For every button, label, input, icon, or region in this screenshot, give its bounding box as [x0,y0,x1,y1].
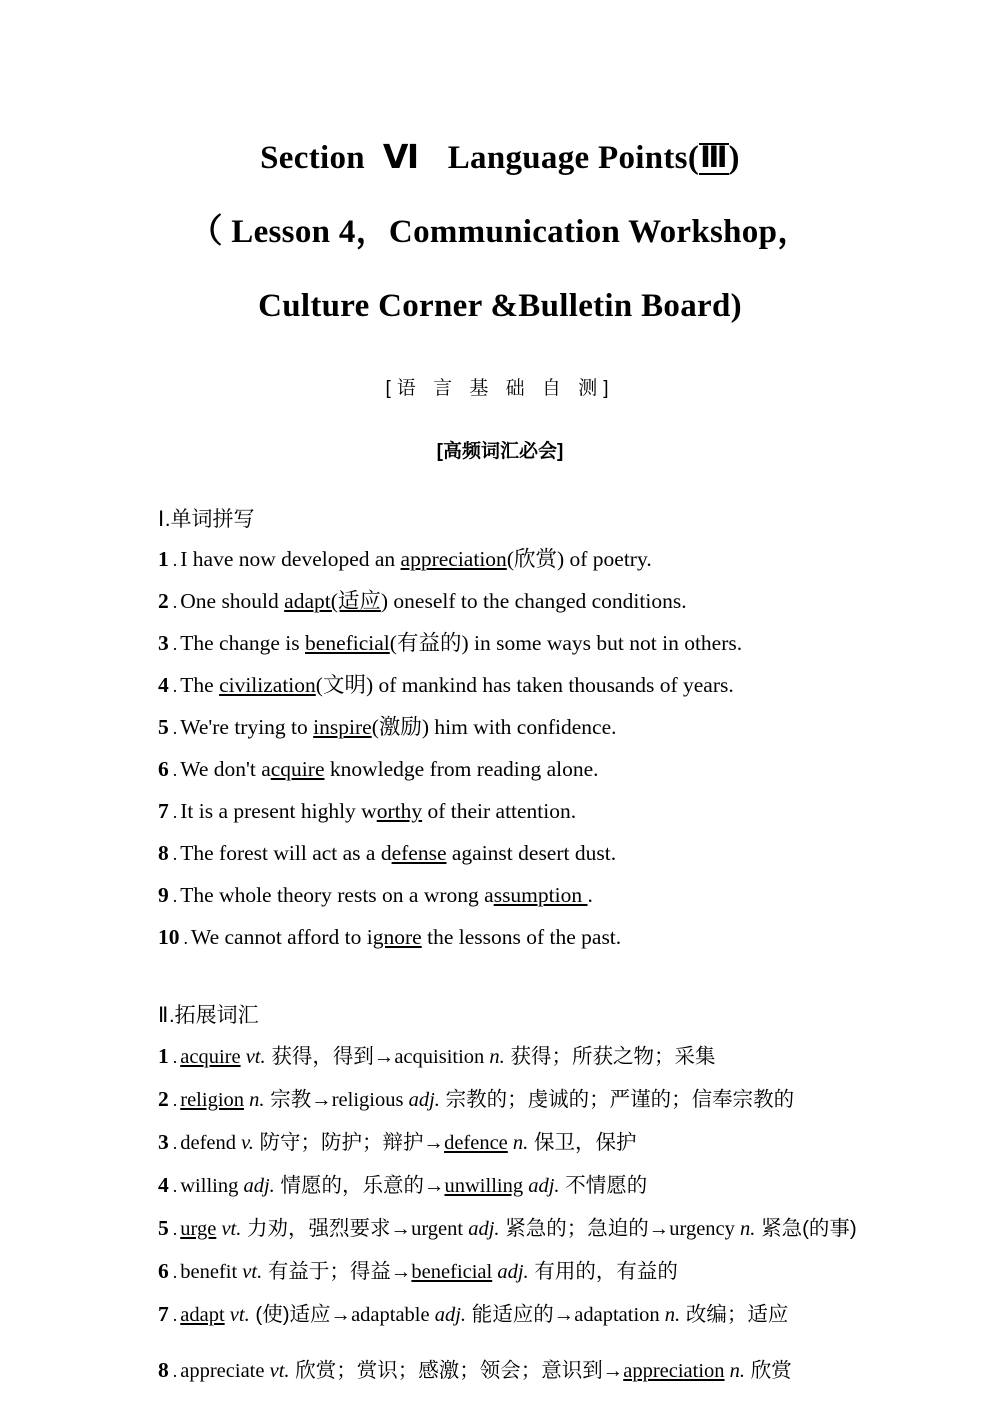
list-item [158,1349,1000,1392]
item-answer: beneficial [305,631,390,655]
item-headword: adapt [180,1304,225,1326]
item-dot: . [172,1090,178,1110]
item-pre: We cannot afford to i [191,925,373,949]
item-post: . [587,883,593,907]
item-index: 10 [158,925,180,949]
item-index: 5 [158,1216,169,1240]
item-index: 4 [158,673,169,697]
section-heading-1 [158,503,1000,533]
item-pre: The [180,673,220,697]
item-answer: inspire [313,715,372,739]
item-headword-plain: defend [180,1132,237,1154]
item-post: of their attention. [422,799,577,823]
item-pos-1: vt. [269,1360,290,1382]
item-post: knowledge from reading alone. [324,757,599,781]
list-item [158,791,1000,833]
item-tail: 欣赏 [745,1359,792,1382]
item-dot: . [172,676,178,696]
item-pos-2: n. [512,1132,529,1154]
item-headword: urge [180,1218,217,1240]
item-extra-tail: 紧急(的事) [755,1217,857,1240]
item-answer: efense [391,841,447,865]
item-dot: . [172,1262,178,1282]
item-post: (欣赏) of poetry. [506,547,652,571]
list-item [158,1207,1000,1250]
section-1-heading-text: .单词拼写 [164,508,255,531]
item-dot: . [172,886,178,906]
item-mid: 有益于；得益→ [262,1260,412,1283]
list-item [158,917,1000,959]
item-pos-1: n. [249,1089,265,1111]
item-pos-1: vt. [229,1304,250,1326]
item-tail: 宗教的；虔诚的；严谨的；信奉宗教的 [439,1088,795,1111]
item-index: 9 [158,883,169,907]
item-dot: . [172,634,178,654]
item-index: 2 [158,589,169,613]
item-answer: civilization [219,673,316,697]
item-derived: appreciation [623,1360,725,1382]
item-answer: orthy [376,799,423,823]
item-extra-pos: n. [664,1304,681,1326]
item-headword-plain: appreciate [180,1360,265,1382]
item-tail: 保卫，保护 [528,1131,637,1154]
item-dot: . [172,844,178,864]
item-pos-2: adj. [434,1304,467,1326]
list-item [158,749,1000,791]
item-dot: . [172,592,178,612]
title-line-1 [0,120,1000,195]
item-pre: The change is [180,631,306,655]
item-index: 3 [158,631,169,655]
title-line1-post: ) [728,140,740,176]
list-item [158,581,1000,623]
item-dot: . [172,550,178,570]
item-tail: 获得；所获之物；采集 [504,1045,716,1068]
item-derived: beneficial [411,1261,493,1283]
item-post: (激励) him with confidence. [371,715,617,739]
item-derived: acquisition [394,1046,485,1068]
item-mid: 情愿的，乐意的→ [274,1174,445,1197]
item-answer: cquire [270,757,325,781]
item-index: 7 [158,1302,169,1326]
item-pos-2: n. [729,1360,746,1382]
title-line-2: （ Lesson 4，Communication Workshop， [189,214,811,250]
item-pos-2: adj. [468,1218,500,1240]
item-headword: religion [180,1089,245,1111]
item-mid: 防守；防护；辩护→ [253,1131,445,1154]
list-item [158,833,1000,875]
item-pos-1: v. [241,1132,254,1154]
item-dot: . [172,1305,178,1325]
item-post: the lessons of the past. [421,925,622,949]
item-index: 8 [158,841,169,865]
item-dot: . [172,1176,178,1196]
item-headword-plain: benefit [180,1261,238,1283]
list-item [158,1250,1000,1293]
list-item [158,875,1000,917]
item-derived: religious [331,1089,404,1111]
list-item [158,1164,1000,1207]
item-index: 5 [158,715,169,739]
item-index: 7 [158,799,169,823]
section-2-heading-text: .拓展词汇 [168,1004,259,1027]
item-pre: We're trying to [180,715,314,739]
item-index: 6 [158,1259,169,1283]
item-post: ) oneself to the changed conditions. [380,589,687,613]
item-derived: defence [444,1132,508,1154]
item-extra-tail: 改编；适应 [680,1303,789,1326]
item-index: 3 [158,1130,169,1154]
item-index: 8 [158,1358,169,1382]
item-mid: 力劝，强烈要求→ [241,1217,412,1240]
item-dot: . [172,1361,178,1381]
item-tail: 有用的，有益的 [528,1260,678,1283]
item-pos-1: vt. [245,1046,266,1068]
list-item [158,1035,1000,1078]
list-item [158,623,1000,665]
item-mid: (使)适应→ [249,1303,352,1326]
item-dot: . [172,1133,178,1153]
item-answer: adapt(适应 [284,589,381,613]
item-mid: 欣赏；赏识；感激；领会；意识到→ [289,1359,624,1382]
item-answer: ssumption [493,883,588,907]
item-pre: One should [180,589,285,613]
item-tail: 紧急的；急迫的→ [499,1217,670,1240]
title-line1-pre: Section [260,140,365,176]
item-headword: acquire [180,1046,241,1068]
item-dot: . [172,1047,178,1067]
item-pre: It is a present highly w [180,799,377,823]
item-tail: 能适应的→ [466,1303,575,1326]
list-item [158,1078,1000,1121]
section-1-items [0,539,1000,959]
item-pos-1: vt. [221,1218,242,1240]
item-dot: . [172,718,178,738]
item-index: 1 [158,547,169,571]
roman-numeral-three: Ⅲ [700,142,728,174]
item-dot: . [183,928,188,948]
item-index: 2 [158,1087,169,1111]
item-index: 6 [158,757,169,781]
item-derived: unwilling [444,1175,524,1197]
item-pre: The whole theory rests on a wrong a [180,883,494,907]
item-index: 1 [158,1044,169,1068]
title-line-3: Culture Corner &Bulletin Board) [258,288,742,324]
list-item [158,665,1000,707]
item-pre: We don't a [180,757,271,781]
subtitle-self-test [0,373,1000,400]
list-item [158,1121,1000,1164]
item-index: 4 [158,1173,169,1197]
item-headword-plain: willing [180,1175,239,1197]
subtitle-self-test-text: [语 言 基 础 自 测] [385,378,615,399]
item-answer: appreciation [400,547,507,571]
item-derived: urgent [411,1218,464,1240]
item-dot: . [172,802,178,822]
list-item [158,1293,1000,1336]
item-post: (有益的) in some ways but not in others. [389,631,743,655]
item-pos-2: n. [489,1046,505,1068]
item-extra-word: adaptation [574,1304,660,1326]
item-post: (文明) of mankind has taken thousands of years. [315,673,734,697]
document-title-block [0,120,1000,343]
item-tail: 不情愿的 [559,1174,648,1197]
item-pos-2: adj. [497,1261,529,1283]
item-derived: adaptable [351,1304,430,1326]
item-extra-pos: n. [740,1218,756,1240]
item-pos-2: adj. [408,1089,440,1111]
section-2-numeral: Ⅱ [158,1004,169,1027]
section-2-items [0,1035,1000,1392]
item-pos-1: vt. [242,1261,263,1283]
item-pre: I have now developed an [180,547,401,571]
item-mid: 获得，得到→ [265,1045,395,1068]
item-dot: . [172,1219,178,1239]
item-answer: gnore [372,925,422,949]
section-1-numeral: Ⅰ [158,508,165,531]
item-pre: The forest will act as a d [180,841,392,865]
list-item [158,707,1000,749]
item-pos-2: adj. [528,1175,560,1197]
title-line1-mid: Language Points( [447,140,700,176]
item-mid: 宗教→ [264,1088,332,1111]
section-heading-2 [158,999,1000,1029]
item-pos-1: adj. [243,1175,275,1197]
item-extra-word: urgency [669,1218,735,1240]
list-item [158,539,1000,581]
item-dot: . [172,760,178,780]
item-post: against desert dust. [446,841,617,865]
subtitle-high-frequency-vocab: [高频词汇必会] [436,441,564,462]
roman-numeral-six: Ⅵ [382,138,419,175]
